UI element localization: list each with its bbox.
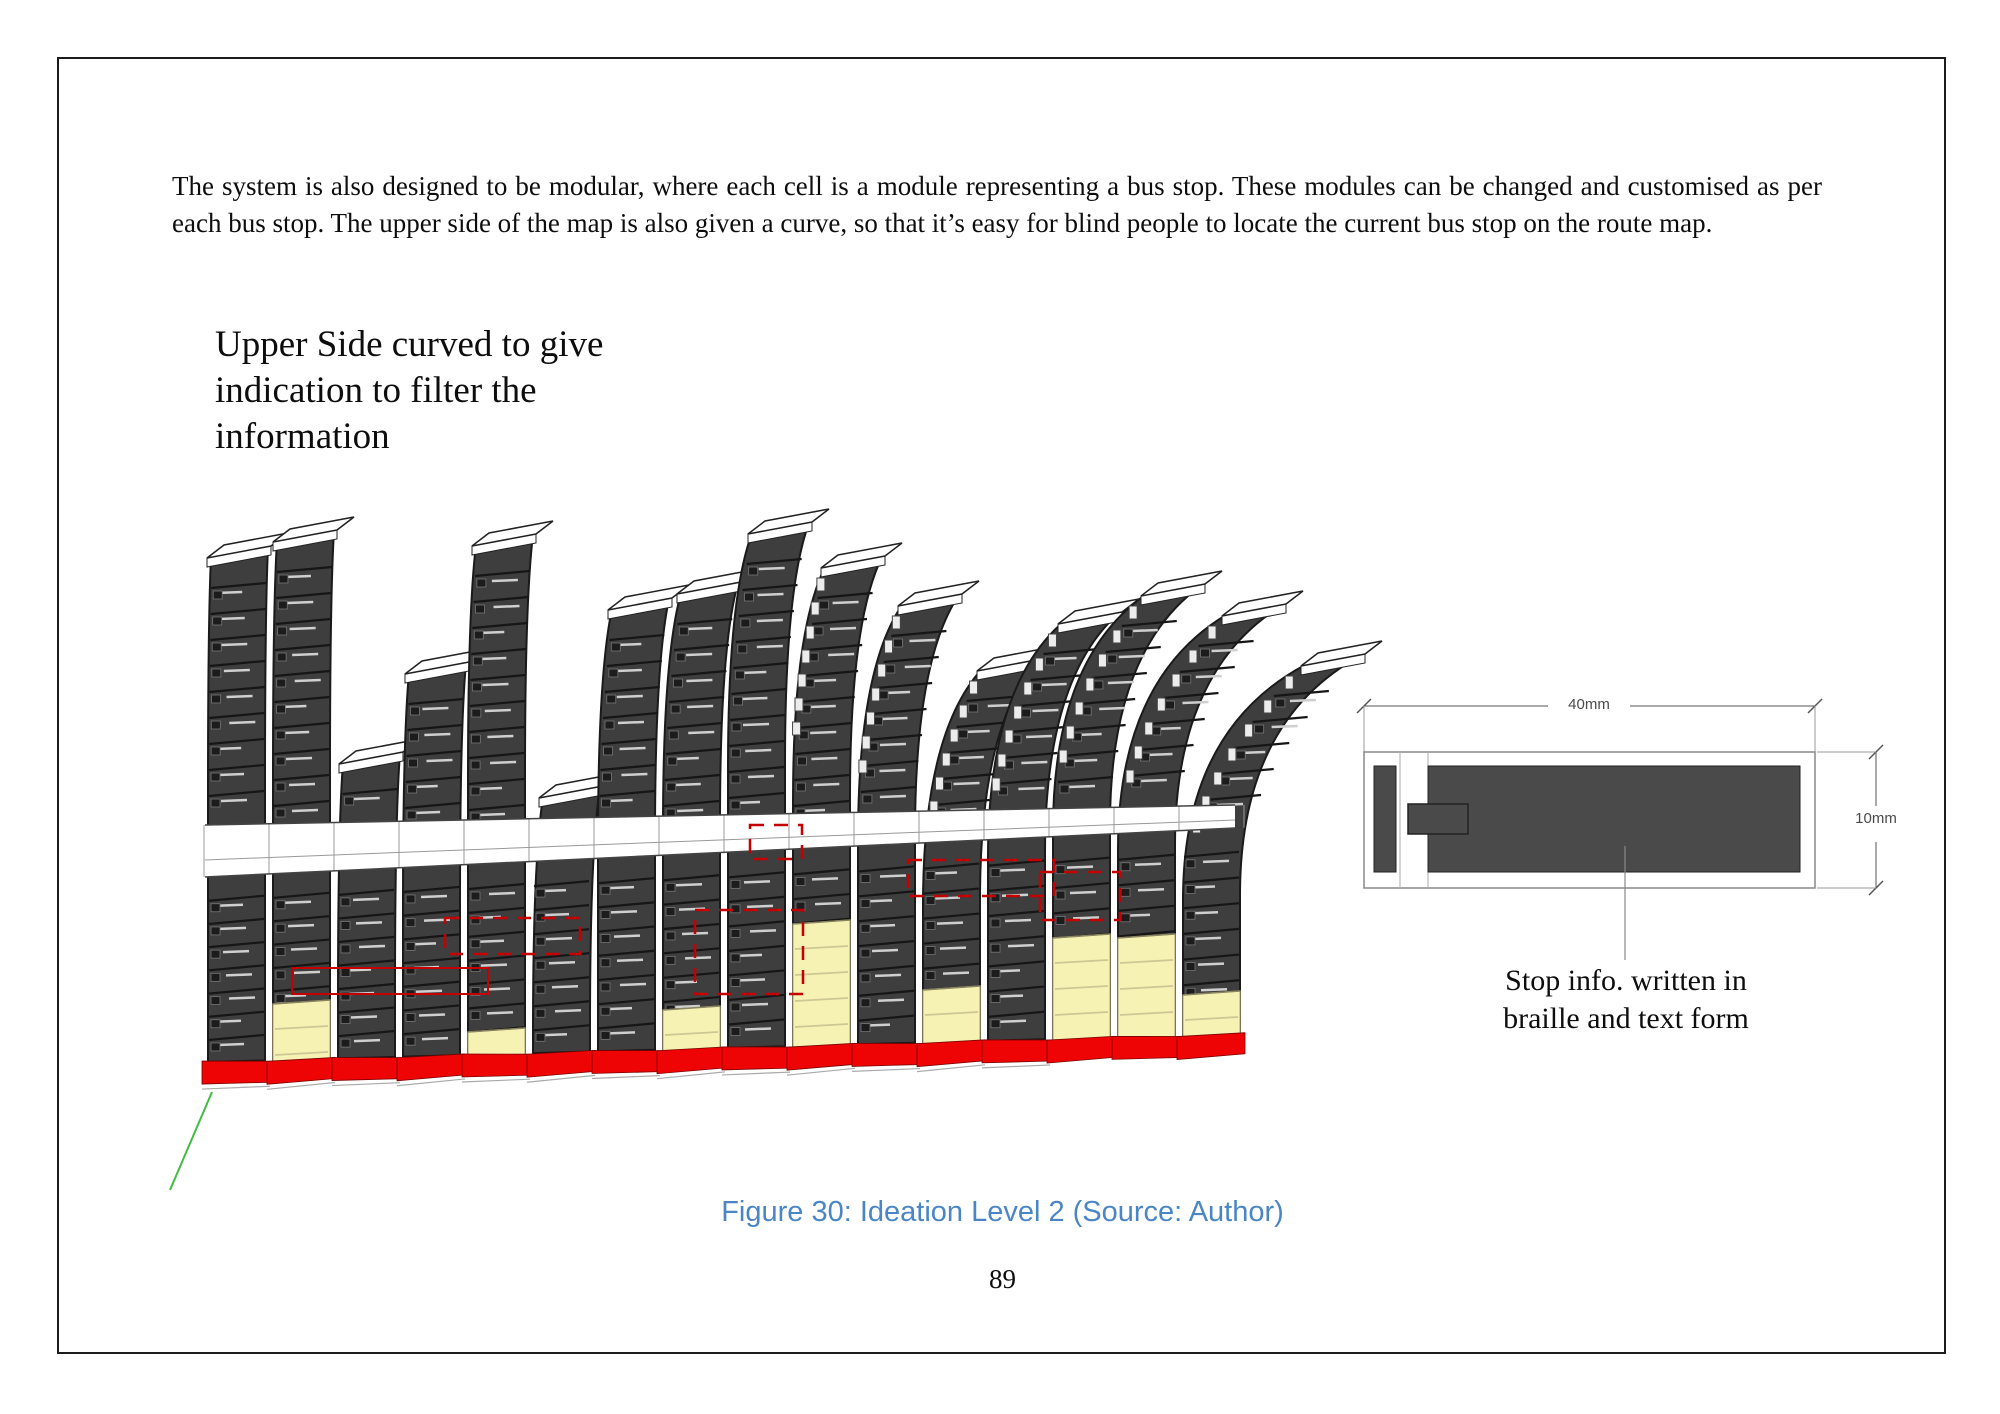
module-caption-line1: Stop info. written in	[1505, 964, 1747, 997]
page-number: 89	[989, 1264, 1016, 1294]
module-caption	[1450, 962, 1802, 1038]
module-caption-line2: braille and text form	[1503, 1002, 1749, 1035]
width-dimension-label: 40mm	[1552, 696, 1626, 713]
body-paragraph: The system is also designed to be modular, where each cell is a module representing a bus stop. These modules can be changed and customised as per each bus stop. The upper side of the map is also given a curve, so that it’s easy for blind people to locate the current bus stop on the route map.	[172, 171, 1822, 238]
figure-annotation: Upper Side curved to give indication to filter the information	[215, 324, 604, 457]
height-dimension-label: 10mm	[1849, 810, 1903, 827]
figure-caption: Figure 30: Ideation Level 2 (Source: Author)	[721, 1196, 1284, 1228]
